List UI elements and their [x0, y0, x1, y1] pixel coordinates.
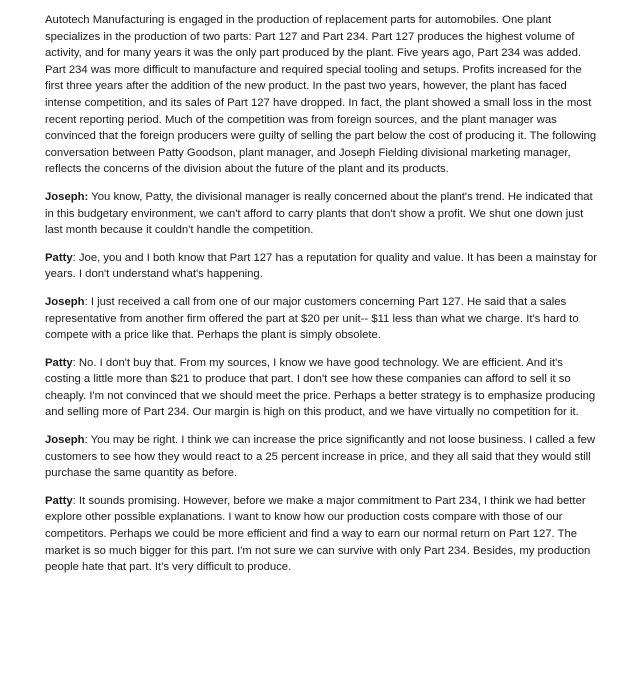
speaker-label: Joseph: [45, 434, 85, 447]
speaker-label: Joseph: [45, 295, 85, 308]
speaker-label: Joseph:: [45, 190, 89, 203]
dialogue-text: : It sounds promising. However, before we make a major commitment to Part 234, I think we had better explore other possible explanations. I want to know how our production costs compare with those of our competitors. Perhaps we could be more efficient and find a way to earn our normal return on Part 127. The market is so much bigger for this part. I'm not sure we can survive with only Part 234. Besides, my production people hate that part. It's very difficult to produce.: [45, 494, 591, 574]
dialogue-paragraph-1: [45, 189, 597, 239]
dialogue-text: : No. I don't buy that. From my sources, I know we have good technology. We are efficient. And it's costing a little more than $21 to produce that part. I don't see how these companies can afford to sell it so cheaply. I'm not convinced that we should meet the price. Perhaps a better strategy is to emphasize producing and selling more of Part 234. Our margin is high on this product, and we have virtually no competition for it.: [45, 356, 596, 419]
dialogue-paragraph-3: [45, 294, 597, 344]
dialogue-paragraph-6: [45, 493, 597, 576]
dialogue-text: : Joe, you and I both know that Part 127 has a reputation for quality and value. It has been a mainstay for years. I don't understand what's happening.: [45, 251, 598, 281]
speaker-label: Patty: [45, 356, 73, 369]
dialogue-text: : I just received a call from one of our major customers concerning Part 127. He said that a sales representative from another firm offered the part at $20 per unit-- $11 less than what we charge. It's hard to compete with a price like that. Perhaps the plant is simply obsolete.: [45, 295, 579, 342]
speaker-label: Patty: [45, 494, 73, 507]
dialogue-paragraph-2: [45, 250, 597, 283]
dialogue-paragraph-5: [45, 432, 597, 482]
dialogue-text: : You may be right. I think we can increase the price significantly and not loose business. I called a few customers to see how they would react to a 25 percent increase in price, and they all said that they would still purchase the same quantity as before.: [45, 434, 596, 480]
speaker-label: Patty: [45, 251, 73, 264]
dialogue-text: You know, Patty, the divisional manager is really concerned about the plant's trend. He indicated that in this budgetary environment, we can't afford to carry plants that don't show a profit. We shut one down just last month because it couldn't handle the competition.: [45, 190, 593, 237]
dialogue-paragraph-4: [45, 355, 597, 421]
intro-paragraph: Autotech Manufacturing is engaged in the production of replacement parts for automobiles. One plant specializes in the production of two parts: Part 127 and Part 234. Part 127 produces the highest volume of activity, and for many years it was the only part produced by the plant. Five years ago, Part 234 was added. Part 234 was more difficult to manufacture and required special tooling and setups. Profits increased for the first three years after the addition of the new product. In the past two years, however, the plant has faced intense competition, and its sales of Part 127 have dropped. In fact, the plant showed a small loss in the most recent reporting period. Much of the competition was from foreign sources, and the plant manager was convinced that the foreign producers were guilty of selling the part below the cost of producing it. The following conversation between Patty Goodson, plant manager, and Joseph Fielding divisional marketing manager, reflects the concerns of the division about the future of the plant and its products.: [45, 14, 597, 176]
